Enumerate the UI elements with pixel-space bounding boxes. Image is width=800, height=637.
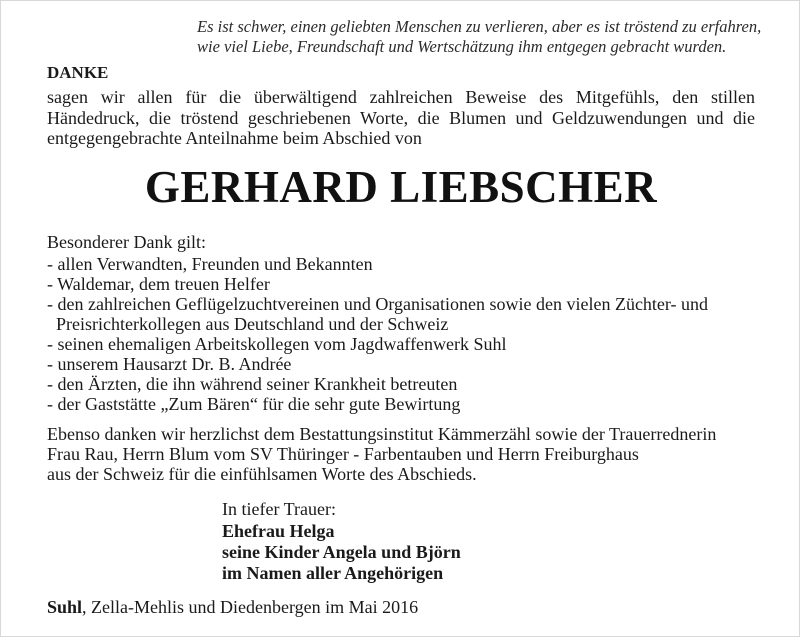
list-item: - den Ärzten, die ihn während seiner Krankheit betreuten xyxy=(47,374,458,394)
mourner-line: seine Kinder Angela und Björn xyxy=(222,542,461,562)
additional-thanks-paragraph xyxy=(47,424,716,484)
mourner-line: Ehefrau Helga xyxy=(222,521,335,541)
intro-line: entgegengebrachte Anteilnahme beim Abschied von xyxy=(47,128,422,148)
list-item: - der Gaststätte „Zum Bären“ für die sehr gute Bewirtung xyxy=(47,394,461,414)
paragraph-line: Ebenso danken wir herzlichst dem Bestattungsinstitut Kämmerzähl sowie der Trauerrednerin xyxy=(47,424,717,444)
paragraph-line: Frau Rau, Herrn Blum vom SV Thüringer - Farbentauben und Herrn Freiburghaus xyxy=(47,444,639,464)
mourners-block xyxy=(222,521,461,584)
list-item: - seinen ehemaligen Arbeitskollegen vom Jagdwaffenwerk Suhl xyxy=(47,334,507,354)
mourner-line: im Namen aller Angehörigen xyxy=(222,563,444,583)
thanks-title: DANKE xyxy=(47,63,109,82)
list-item: - unserem Hausarzt Dr. B. Andrée xyxy=(47,354,292,374)
special-thanks-heading: Besonderer Dank gilt: xyxy=(47,232,206,252)
mourning-label: In tiefer Trauer: xyxy=(222,499,336,519)
quote-line: Es ist schwer, einen geliebten Menschen zu verlieren, aber es ist tröstend zu erfahren, xyxy=(197,17,762,36)
list-item-continuation: Preisrichterkollegen aus Deutschland und der Schweiz xyxy=(56,314,449,334)
intro-paragraph xyxy=(47,87,755,149)
quote-line: wie viel Liebe, Freundschaft und Wertschätzung ihm entgegen gebracht wurden. xyxy=(197,37,727,56)
place-date-rest: , Zella-Mehlis und Diedenbergen im Mai 2016 xyxy=(82,597,419,617)
intro-line: Händedruck, die tröstend geschriebenen Worte, die Blumen und Geldzuwendungen und die xyxy=(47,107,755,128)
list-item: - allen Verwandten, Freunden und Bekannten xyxy=(47,254,373,274)
opening-quote xyxy=(197,17,761,57)
paragraph-line: aus der Schweiz für die einfühlsamen Worte des Abschieds. xyxy=(47,464,477,484)
deceased-name: GERHARD LIEBSCHER xyxy=(144,162,658,212)
place-name: Suhl xyxy=(47,597,83,617)
special-thanks-list xyxy=(47,254,708,414)
intro-line: sagen wir allen für die überwältigend zahlreichen Beweise des Mitgefühls, den stillen xyxy=(47,87,755,107)
list-item: - Waldemar, dem treuen Helfer xyxy=(47,274,270,294)
list-item: - den zahlreichen Geflügelzuchtvereinen und Organisationen sowie den vielen Züchter- und xyxy=(47,294,709,314)
place-and-date xyxy=(47,597,418,618)
